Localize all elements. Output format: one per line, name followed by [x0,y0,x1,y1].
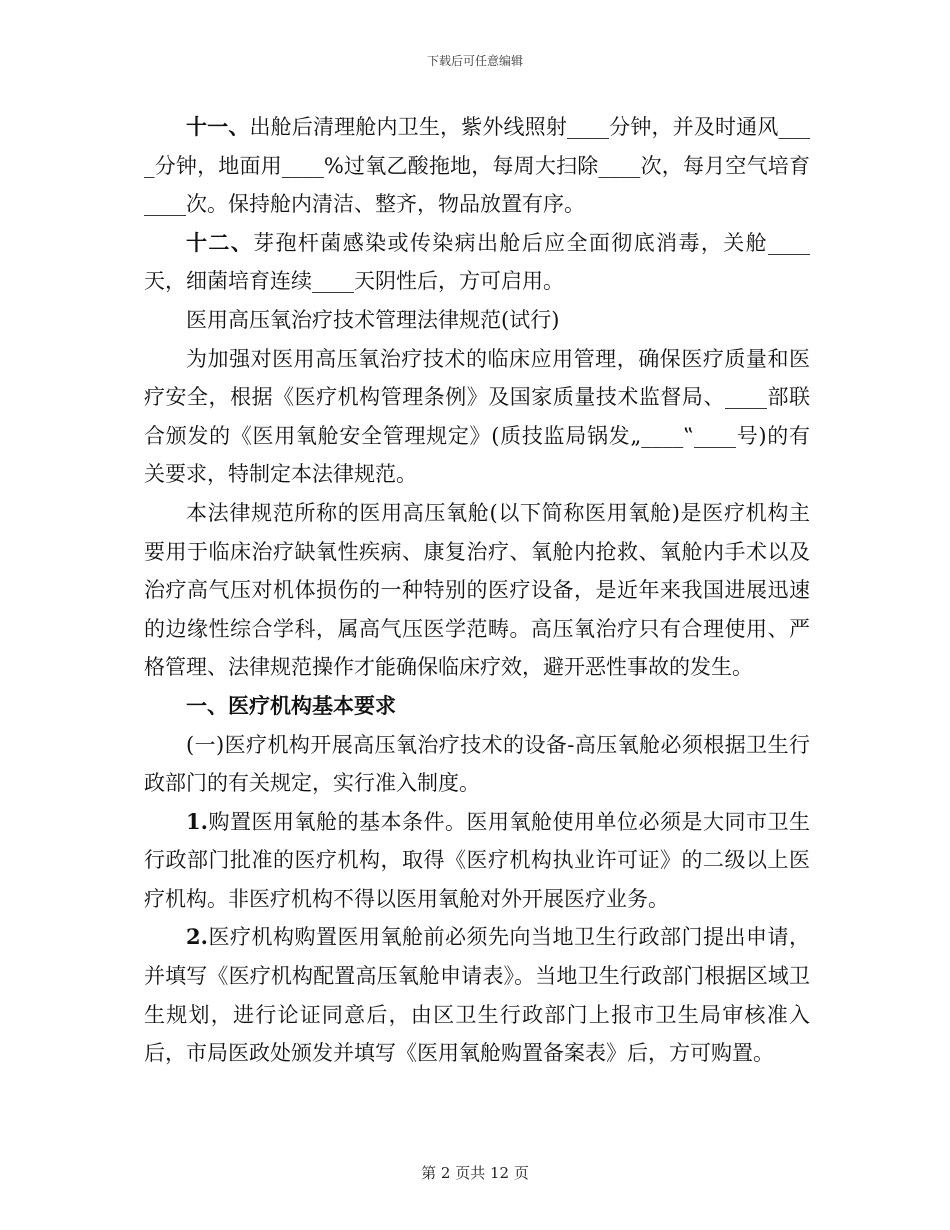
document-title [144,301,810,340]
item-number: 十一、 [186,114,250,139]
document-title-text: 医用高压氧治疗技术管理法律规范(试行) [186,307,560,332]
point-number: 2. [186,924,208,950]
paragraph-item-12 [144,224,810,301]
paragraph-purpose [144,340,810,494]
paragraph-item-11 [144,108,810,224]
paragraph-text: 医疗机构购置医用氧舱前必须先向当地卫生行政部门提出申请，并填写《医疗机构配置高压氧舱申请表》。当地卫生行政部门根据区域卫生规划，进行论证同意后，由区卫生行政部门上报市卫生局审核准入后，市局医政处颁发并填写《医用氧舱购置备案表》后，方可购置。 [144,925,810,1066]
document-body [144,108,810,1073]
paragraph-text: 芽孢杆菌感染或传染病出舱后应全面彻底消毒，关舱____天，细菌培育连续____天阴性后，方可启用。 [144,230,811,294]
paragraph-text: (一)医疗机构开展高压氧治疗技术的设备-高压氧舱必须根据卫生行政部门的有关规定，实行准入制度。 [144,732,810,796]
paragraph-text: 出舱后清理舱内卫生，紫外线照射____分钟，并及时通风____分钟，地面用____%过氧乙酸拖地，每周大扫除____次，每月空气培育____次。保持舱内清洁、整齐，物品放置有序。 [144,115,810,217]
paragraph-point-1 [144,803,810,919]
paragraph-text: 为加强对医用高压氧治疗技术的临床应用管理，确保医疗质量和医疗安全，根据《医疗机构管理条例》及国家质量技术监督局、____部联合颁发的《医用氧舱安全管理规定》(质技监局锅发„____‟____号)的有关要求，特制定本法律规范。 [144,346,810,487]
page-number-footer: 第 2 页共 12 页 [421,1164,529,1182]
point-number: 1. [186,808,208,834]
paragraph-definition [144,494,810,687]
paragraph-subsection-1 [144,726,810,803]
item-number: 十二、 [186,229,254,255]
paragraph-text: 本法律规范所称的医用高压氧舱(以下简称医用氧舱)是医疗机构主要用于临床治疗缺氧性疾病、康复治疗、氧舱内抢救、氧舱内手术以及治疗高气压对机体损伤的一种特别的医疗设备，是近年来我国进展迅速的边缘性综合学科，属高气压医学范畴。高压氧治疗只有合理使用、严格管理、法律规范操作才能确保临床疗效，避开恶性事故的发生。 [144,500,810,680]
paragraph-text: 购置医用氧舱的基本条件。医用氧舱使用单位必须是大同市卫生行政部门批准的医疗机构，取得《医疗机构执业许可证》的二级以上医疗机构。非医疗机构不得以医用氧舱对外开展医疗业务。 [144,809,810,911]
section-heading: 一、医疗机构基本要求 [186,693,396,718]
paragraph-point-2 [144,918,810,1072]
page-header-note: 下载后可任意编辑 [426,54,523,68]
